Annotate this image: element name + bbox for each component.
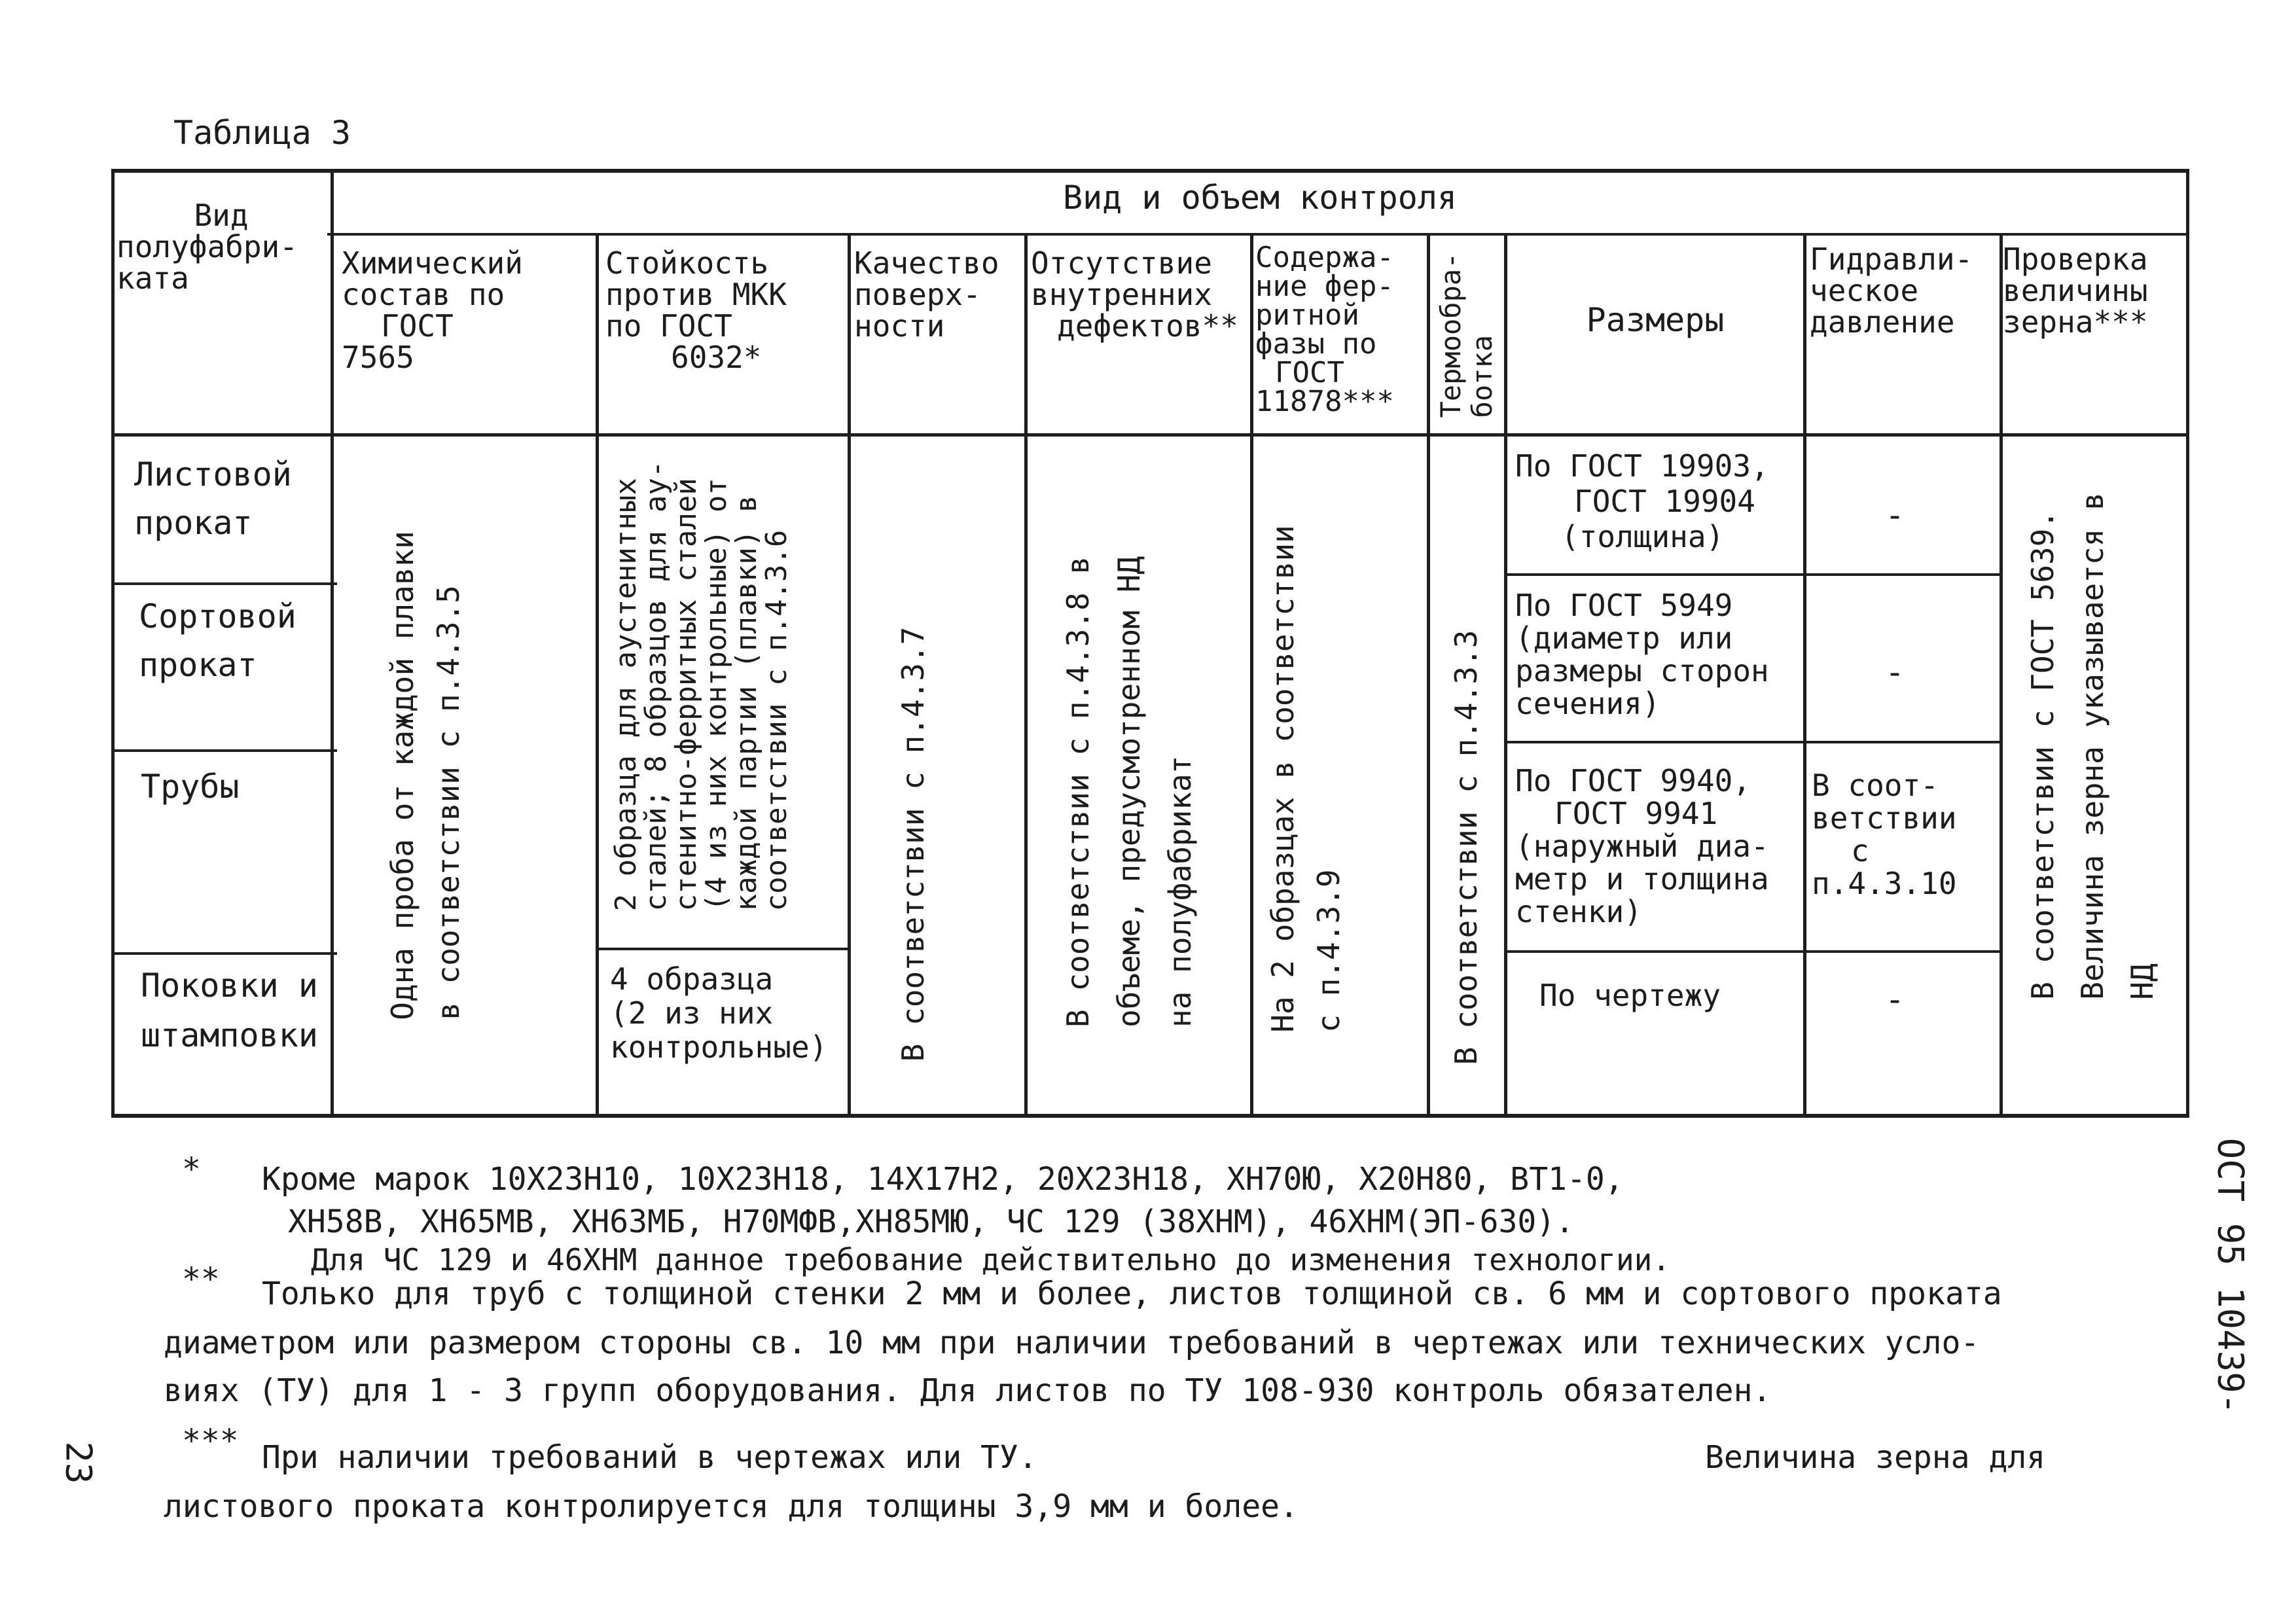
table-left-border (111, 169, 115, 1118)
table-caption: Таблица 3 (173, 114, 351, 152)
header-bottom-border (111, 433, 2189, 437)
table-top-border (111, 169, 2189, 173)
col-divider (1427, 233, 1430, 1118)
hydro-tubes: В соот- ветствии с п.4.3.10 (1812, 768, 1957, 901)
hydro-forgings: - (1885, 980, 1905, 1018)
grain-size-text: В соответствии с ГОСТ 5639. Величина зерна указывается в НД (2025, 492, 2160, 1000)
header-dimensions: Размеры (1586, 301, 1725, 339)
row-divider (1504, 741, 2001, 743)
sizes-sheet: По ГОСТ 19903, ГОСТ 19904 (толщина) (1515, 448, 1769, 554)
table-bottom-border (111, 1114, 2189, 1118)
footnote-2-mark: ** (182, 1261, 220, 1298)
col-divider (331, 169, 334, 1118)
document-id: ОСТ 95 10439- (2210, 1137, 2251, 1415)
row-name-bar: Сортовой прокат (139, 597, 296, 684)
hydro-sheet: - (1885, 496, 1905, 534)
mkk-resistance-text: 2 образца для аустенитных сталей; 8 образцов для ау- стенитно-ферритных сталей (4 из них контрольные) от каждой партии (плавки) в соответствии с п.4.3.6 (609, 460, 793, 912)
header-heat-treatment: Термообра- ботка (1435, 252, 1498, 418)
row-name-sheet: Листовой прокат (134, 455, 292, 542)
col-divider (596, 233, 599, 1118)
row-name-forgings: Поковки и штамповки (141, 967, 318, 1054)
sizes-bar: По ГОСТ 5949 (диаметр или размеры сторон сечения) (1515, 588, 1769, 721)
footnote-2-line-2: диаметром или размером стороны св. 10 мм при наличии требований в чертежах или технических усло- (164, 1325, 1980, 1361)
sizes-forgings: По чертежу (1539, 978, 1721, 1013)
footnote-3-line-1-continued: Величина зерна для (1705, 1439, 2046, 1476)
header-chemical-composition: Химический состав по ГОСТ 7565 (342, 245, 523, 375)
footnote-2-line-1: Только для труб с толщиной стенки 2 мм и более, листов толщиной св. 6 мм и сортового проката (262, 1275, 2002, 1312)
row-divider (1504, 573, 2001, 576)
header-ferrite-phase: Содержа- ние фер- ритной фазы по ГОСТ 11878*** (1255, 241, 1394, 418)
chem-composition-text: Одна проба от каждой плавки в соответствии с п.4.3.5 (385, 531, 466, 1020)
footnote-1-line-3: Для ЧС 129 и 46ХНМ данное требование действительно до изменения технологии. (311, 1242, 1671, 1277)
mkk-forgings-text: 4 образца (2 из них контрольные) (610, 961, 828, 1065)
header-control-group: Вид и объем контроля (1062, 179, 1458, 217)
footnote-1-line-2: ХН58В, ХН65МВ, ХН63МБ, Н70МФВ,ХН85МЮ, ЧС 129 (38ХНМ), 46ХНМ(ЭП-630). (288, 1204, 1575, 1240)
ferrite-phase-text: На 2 образцах в соответствии с п.4.3.9 (1265, 525, 1346, 1033)
col-divider (1803, 233, 1806, 1118)
row-divider (111, 749, 337, 752)
row-divider (1504, 950, 2001, 953)
footnote-3-mark: *** (182, 1423, 239, 1459)
footnote-3-line-2: листового проката контролируется для толщины 3,9 мм и более. (164, 1488, 1299, 1525)
group-header-divider (327, 233, 2189, 236)
footnote-1-mark: * (182, 1151, 201, 1188)
col-divider (1250, 233, 1253, 1118)
row-name-tubes: Трубы (141, 768, 240, 806)
sizes-tubes: По ГОСТ 9940, ГОСТ 9941 (наружный диа- метр и толщина стенки) (1515, 763, 1769, 929)
header-grain-size: Проверка величины зерна*** (2003, 241, 2148, 340)
footnote-3-line-1: При наличии требований в чертежах или ТУ. (262, 1439, 1037, 1476)
table-right-border (2186, 169, 2189, 1118)
heat-treatment-text: В соответствии с п.4.3.3 (1448, 630, 1484, 1065)
col-divider (1024, 233, 1028, 1118)
col-divider (1504, 233, 1507, 1118)
header-product-type: Вид полуфабри- ката (117, 198, 298, 296)
footnote-1-line-1: Кроме марок 10Х23Н10, 10Х23Н18, 14Х17Н2, 20Х23Н18, ХН70Ю, Х20Н80, ВТ1-0, (262, 1161, 1624, 1198)
row-divider (111, 582, 337, 585)
mkk-forgings-divider (597, 948, 851, 950)
header-mkk-resistance: Стойкость против МКК по ГОСТ 6032* (605, 245, 787, 375)
header-internal-defects: Отсутствие внутренних дефектов** (1031, 245, 1238, 344)
footnote-2-line-3: виях (ТУ) для 1 - 3 групп оборудования. Для листов по ТУ 108-930 контроль обязателен. (164, 1372, 1772, 1409)
hydro-bar: - (1885, 653, 1905, 691)
col-divider (848, 233, 851, 1118)
internal-defects-text: В соответствии с п.4.3.8 в объеме, предусмотренном НД на полуфабрикат (1060, 556, 1198, 1028)
header-surface-quality: Качество поверх- ности (854, 245, 999, 344)
row-divider (111, 952, 337, 955)
page-number: 23 (58, 1441, 99, 1484)
col-divider (2000, 233, 2003, 1118)
header-hydraulic-pressure: Гидравли- ческое давление (1810, 241, 1973, 340)
surface-quality-text: В соответствии с п.4.3.7 (895, 626, 931, 1062)
